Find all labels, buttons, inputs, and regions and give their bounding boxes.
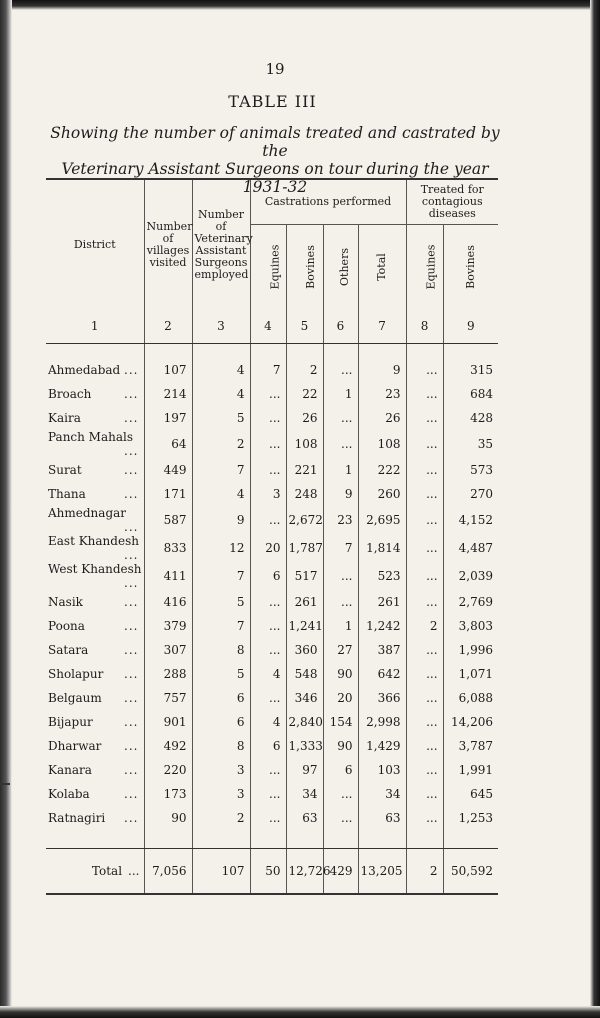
total-cell: 63 (358, 806, 406, 830)
table-row (46, 382, 498, 406)
table-row (46, 686, 498, 710)
t-equines-cell: ... (406, 534, 443, 562)
district-cell (46, 686, 144, 710)
equines-cell: ... (250, 430, 286, 458)
t-equines-cell: ... (406, 590, 443, 614)
total-cell: 261 (358, 590, 406, 614)
total-cell: 222 (358, 458, 406, 482)
bovines-cell: 1,333 (286, 734, 323, 758)
villages-cell: 214 (144, 382, 192, 406)
equines-cell: 6 (250, 562, 286, 590)
total-equines-cell: 50 (250, 849, 286, 895)
leader-dots: ... (124, 715, 139, 729)
surgeons-cell: 3 (192, 782, 250, 806)
district-cell (46, 534, 144, 562)
district-name: Broach (48, 387, 92, 401)
bovines-cell: 261 (286, 590, 323, 614)
district-cell (46, 358, 144, 382)
t-equines-cell: ... (406, 686, 443, 710)
leader-dots: ... (124, 691, 139, 705)
others-cell: 20 (323, 686, 358, 710)
district-cell (46, 638, 144, 662)
surgeons-cell: 6 (192, 686, 250, 710)
others-cell: 1 (323, 614, 358, 638)
header-equines: Equines (250, 225, 286, 310)
table-row (46, 458, 498, 482)
header-treated-bovines: Bovines (443, 225, 498, 310)
column-number: 5 (286, 309, 323, 344)
surgeons-cell: 12 (192, 534, 250, 562)
bovines-cell: 1,787 (286, 534, 323, 562)
equines-cell: 20 (250, 534, 286, 562)
equines-cell: ... (250, 638, 286, 662)
total-cell: 1,242 (358, 614, 406, 638)
t-bovines-cell: 35 (443, 430, 498, 458)
villages-cell: 90 (144, 806, 192, 830)
t-bovines-cell: 14,206 (443, 710, 498, 734)
column-number: 3 (192, 309, 250, 344)
t-bovines-cell: 315 (443, 358, 498, 382)
surgeons-cell: 8 (192, 734, 250, 758)
t-equines-cell: ... (406, 430, 443, 458)
surgeons-cell: 2 (192, 430, 250, 458)
district-name: West Khandesh (48, 562, 142, 576)
others-cell: 90 (323, 734, 358, 758)
header-treated-equines: Equines (406, 225, 443, 310)
t-equines-cell: ... (406, 782, 443, 806)
t-bovines-cell: 1,253 (443, 806, 498, 830)
margin-tick (0, 783, 10, 785)
others-cell: 9 (323, 482, 358, 506)
total-cell: 1,429 (358, 734, 406, 758)
leader-dots: ... (124, 411, 139, 425)
equines-cell: ... (250, 590, 286, 614)
page-number: 19 (265, 60, 285, 78)
table-row (46, 638, 498, 662)
t-equines-cell: ... (406, 562, 443, 590)
leader-dots: ... (124, 787, 139, 801)
total-cell: 1,814 (358, 534, 406, 562)
district-name: Ahmednagar (48, 506, 127, 520)
total-label: Total (91, 864, 123, 878)
t-equines-cell: ... (406, 506, 443, 534)
villages-cell: 757 (144, 686, 192, 710)
table-container (46, 178, 498, 895)
t-bovines-cell: 4,487 (443, 534, 498, 562)
villages-cell: 307 (144, 638, 192, 662)
t-equines-cell: ... (406, 382, 443, 406)
bovines-cell: 2 (286, 358, 323, 382)
t-equines-cell: ... (406, 806, 443, 830)
t-equines-cell: ... (406, 482, 443, 506)
district-cell (46, 458, 144, 482)
t-bovines-cell: 1,996 (443, 638, 498, 662)
column-number: 2 (144, 309, 192, 344)
others-cell: 7 (323, 534, 358, 562)
total-bovines-cell: 12,726 (286, 849, 323, 895)
leader-dots: ... (124, 487, 139, 501)
villages-cell: 449 (144, 458, 192, 482)
column-number: 9 (443, 309, 498, 344)
surgeons-cell: 7 (192, 614, 250, 638)
villages-cell: 173 (144, 782, 192, 806)
header-total: Total (358, 225, 406, 310)
surgeons-cell: 3 (192, 758, 250, 782)
villages-cell: 587 (144, 506, 192, 534)
surgeons-cell: 4 (192, 382, 250, 406)
others-cell: 90 (323, 662, 358, 686)
table-row (46, 590, 498, 614)
leader-dots: ... (128, 864, 140, 878)
t-bovines-cell: 684 (443, 382, 498, 406)
leader-dots: ... (124, 619, 139, 633)
scan-border-left (0, 0, 12, 1018)
total-row (46, 849, 498, 895)
total-cell: 2,998 (358, 710, 406, 734)
table-row (46, 734, 498, 758)
district-cell (46, 734, 144, 758)
others-cell: ... (323, 358, 358, 382)
district-name: Kaira (48, 411, 81, 425)
t-bovines-cell: 2,769 (443, 590, 498, 614)
equines-cell: 7 (250, 358, 286, 382)
total-label-cell (46, 849, 144, 895)
table-row (46, 430, 498, 458)
bovines-cell: 2,672 (286, 506, 323, 534)
district-cell (46, 614, 144, 638)
caption-line-1: Showing the number of animals treated and castrated by the (50, 124, 500, 160)
data-table (46, 178, 498, 895)
surgeons-cell: 5 (192, 406, 250, 430)
others-cell: ... (323, 806, 358, 830)
scan-border-right (590, 0, 600, 1018)
equines-cell: 6 (250, 734, 286, 758)
equines-cell: 3 (250, 482, 286, 506)
others-cell: ... (323, 406, 358, 430)
t-equines-cell: ... (406, 358, 443, 382)
column-number-row (46, 309, 498, 344)
column-number: 4 (250, 309, 286, 344)
villages-cell: 288 (144, 662, 192, 686)
district-cell (46, 482, 144, 506)
total-t-bovines-cell: 50,592 (443, 849, 498, 895)
equines-cell: ... (250, 686, 286, 710)
villages-cell: 833 (144, 534, 192, 562)
villages-cell: 64 (144, 430, 192, 458)
total-surgeons-cell: 107 (192, 849, 250, 895)
surgeons-cell: 8 (192, 638, 250, 662)
leader-dots: ... (124, 811, 139, 825)
villages-cell: 220 (144, 758, 192, 782)
total-cell: 23 (358, 382, 406, 406)
equines-cell: ... (250, 458, 286, 482)
surgeons-cell: 9 (192, 506, 250, 534)
bovines-cell: 548 (286, 662, 323, 686)
t-bovines-cell: 2,039 (443, 562, 498, 590)
t-bovines-cell: 3,787 (443, 734, 498, 758)
surgeons-cell: 2 (192, 806, 250, 830)
table-row (46, 758, 498, 782)
equines-cell: 4 (250, 710, 286, 734)
district-cell (46, 590, 144, 614)
column-number: 7 (358, 309, 406, 344)
others-cell: ... (323, 782, 358, 806)
t-equines-cell: ... (406, 406, 443, 430)
total-cell: 387 (358, 638, 406, 662)
bovines-cell: 108 (286, 430, 323, 458)
t-bovines-cell: 645 (443, 782, 498, 806)
leader-dots: ... (124, 739, 139, 753)
equines-cell: ... (250, 406, 286, 430)
others-cell: ... (323, 590, 358, 614)
t-equines-cell: ... (406, 758, 443, 782)
surgeons-cell: 7 (192, 562, 250, 590)
t-bovines-cell: 3,803 (443, 614, 498, 638)
total-cell: 2,695 (358, 506, 406, 534)
district-cell (46, 710, 144, 734)
leader-dots: ... (124, 520, 139, 534)
district-cell (46, 782, 144, 806)
total-cell: 103 (358, 758, 406, 782)
leader-dots: ... (124, 643, 139, 657)
others-cell: ... (323, 562, 358, 590)
district-cell (46, 662, 144, 686)
total-others-cell: 429 (323, 849, 358, 895)
bovines-cell: 63 (286, 806, 323, 830)
table-body (46, 344, 498, 895)
district-name: East Khandesh (48, 534, 139, 548)
equines-cell: 4 (250, 662, 286, 686)
district-name: Thana (48, 487, 86, 501)
table-header (46, 179, 498, 344)
others-cell: 27 (323, 638, 358, 662)
others-cell: 1 (323, 458, 358, 482)
table-title: TABLE III (228, 92, 317, 111)
bovines-cell: 34 (286, 782, 323, 806)
bovines-cell: 248 (286, 482, 323, 506)
table-row (46, 358, 498, 382)
leader-dots: ... (124, 444, 139, 458)
villages-cell: 197 (144, 406, 192, 430)
leader-dots: ... (124, 548, 139, 562)
district-cell (46, 758, 144, 782)
bovines-cell: 221 (286, 458, 323, 482)
t-bovines-cell: 573 (443, 458, 498, 482)
header-villages: Number of villages visited (144, 179, 192, 309)
district-cell (46, 406, 144, 430)
leader-dots: ... (124, 387, 139, 401)
district-name: Poona (48, 619, 85, 633)
total-villages-cell: 7,056 (144, 849, 192, 895)
scan-border-top (0, 0, 600, 10)
bovines-cell: 517 (286, 562, 323, 590)
total-cell: 108 (358, 430, 406, 458)
villages-cell: 901 (144, 710, 192, 734)
bovines-cell: 1,241 (286, 614, 323, 638)
t-equines-cell: ... (406, 662, 443, 686)
bovines-cell: 22 (286, 382, 323, 406)
equines-cell: ... (250, 782, 286, 806)
table-row (46, 806, 498, 830)
t-bovines-cell: 1,071 (443, 662, 498, 686)
district-cell (46, 506, 144, 534)
t-equines-cell: ... (406, 734, 443, 758)
total-cell: 523 (358, 562, 406, 590)
table-row (46, 406, 498, 430)
t-equines-cell: ... (406, 710, 443, 734)
total-cell: 34 (358, 782, 406, 806)
surgeons-cell: 5 (192, 662, 250, 686)
scan-border-bottom (0, 1006, 600, 1018)
district-cell (46, 430, 144, 458)
equines-cell: ... (250, 506, 286, 534)
leader-dots: ... (124, 667, 139, 681)
surgeons-cell: 5 (192, 590, 250, 614)
equines-cell: ... (250, 382, 286, 406)
district-name: Kolaba (48, 787, 90, 801)
t-bovines-cell: 428 (443, 406, 498, 430)
district-name: Belgaum (48, 691, 102, 705)
district-name: Panch Mahals (48, 430, 134, 444)
leader-dots: ... (124, 576, 139, 590)
surgeons-cell: 4 (192, 358, 250, 382)
leader-dots: ... (124, 595, 139, 609)
column-number: 8 (406, 309, 443, 344)
header-treated-group: Treated for contagious diseases (406, 179, 498, 225)
total-cell: 260 (358, 482, 406, 506)
district-name: Bijapur (48, 715, 93, 729)
total-cell: 26 (358, 406, 406, 430)
table-row (46, 662, 498, 686)
total-t-equines-cell: 2 (406, 849, 443, 895)
district-name: Sholapur (48, 667, 104, 681)
total-total-cell: 13,205 (358, 849, 406, 895)
table-row (46, 562, 498, 590)
header-bovines: Bovines (286, 225, 323, 310)
t-equines-cell: 2 (406, 614, 443, 638)
others-cell: ... (323, 430, 358, 458)
table-row (46, 614, 498, 638)
equines-cell: ... (250, 614, 286, 638)
villages-cell: 416 (144, 590, 192, 614)
caption-line-2: Veterinary Assistant Surgeons on tour during the year 1931-32 (61, 160, 489, 196)
district-cell (46, 806, 144, 830)
total-cell: 642 (358, 662, 406, 686)
villages-cell: 171 (144, 482, 192, 506)
t-bovines-cell: 4,152 (443, 506, 498, 534)
district-name: Ratnagiri (48, 811, 106, 825)
district-name: Surat (48, 463, 82, 477)
total-cell: 9 (358, 358, 406, 382)
bovines-cell: 2,840 (286, 710, 323, 734)
villages-cell: 107 (144, 358, 192, 382)
surgeons-cell: 7 (192, 458, 250, 482)
villages-cell: 492 (144, 734, 192, 758)
total-cell: 366 (358, 686, 406, 710)
table-row (46, 710, 498, 734)
district-name: Satara (48, 643, 89, 657)
table-row (46, 534, 498, 562)
district-name: Dharwar (48, 739, 102, 753)
t-bovines-cell: 6,088 (443, 686, 498, 710)
district-name: Ahmedabad (48, 363, 121, 377)
others-cell: 154 (323, 710, 358, 734)
bovines-cell: 26 (286, 406, 323, 430)
equines-cell: ... (250, 806, 286, 830)
header-castrations-group: Castrations performed (250, 179, 406, 225)
surgeons-cell: 6 (192, 710, 250, 734)
surgeons-cell: 4 (192, 482, 250, 506)
column-number: 1 (46, 309, 144, 344)
leader-dots: ... (124, 363, 139, 377)
header-surgeons: Number of Veterinary Assistant Surgeons employed (192, 179, 250, 309)
bovines-cell: 97 (286, 758, 323, 782)
others-cell: 23 (323, 506, 358, 534)
t-bovines-cell: 270 (443, 482, 498, 506)
district-cell (46, 382, 144, 406)
header-district: District (46, 179, 144, 309)
t-equines-cell: ... (406, 638, 443, 662)
header-others: Others (323, 225, 358, 310)
t-bovines-cell: 1,991 (443, 758, 498, 782)
leader-dots: ... (124, 463, 139, 477)
others-cell: 1 (323, 382, 358, 406)
bovines-cell: 346 (286, 686, 323, 710)
villages-cell: 411 (144, 562, 192, 590)
table-row (46, 782, 498, 806)
column-number: 6 (323, 309, 358, 344)
district-cell (46, 562, 144, 590)
table-row (46, 482, 498, 506)
bovines-cell: 360 (286, 638, 323, 662)
others-cell: 6 (323, 758, 358, 782)
t-equines-cell: ... (406, 458, 443, 482)
equines-cell: ... (250, 758, 286, 782)
leader-dots: ... (124, 763, 139, 777)
table-row (46, 506, 498, 534)
district-name: Nasik (48, 595, 83, 609)
district-name: Kanara (48, 763, 92, 777)
villages-cell: 379 (144, 614, 192, 638)
